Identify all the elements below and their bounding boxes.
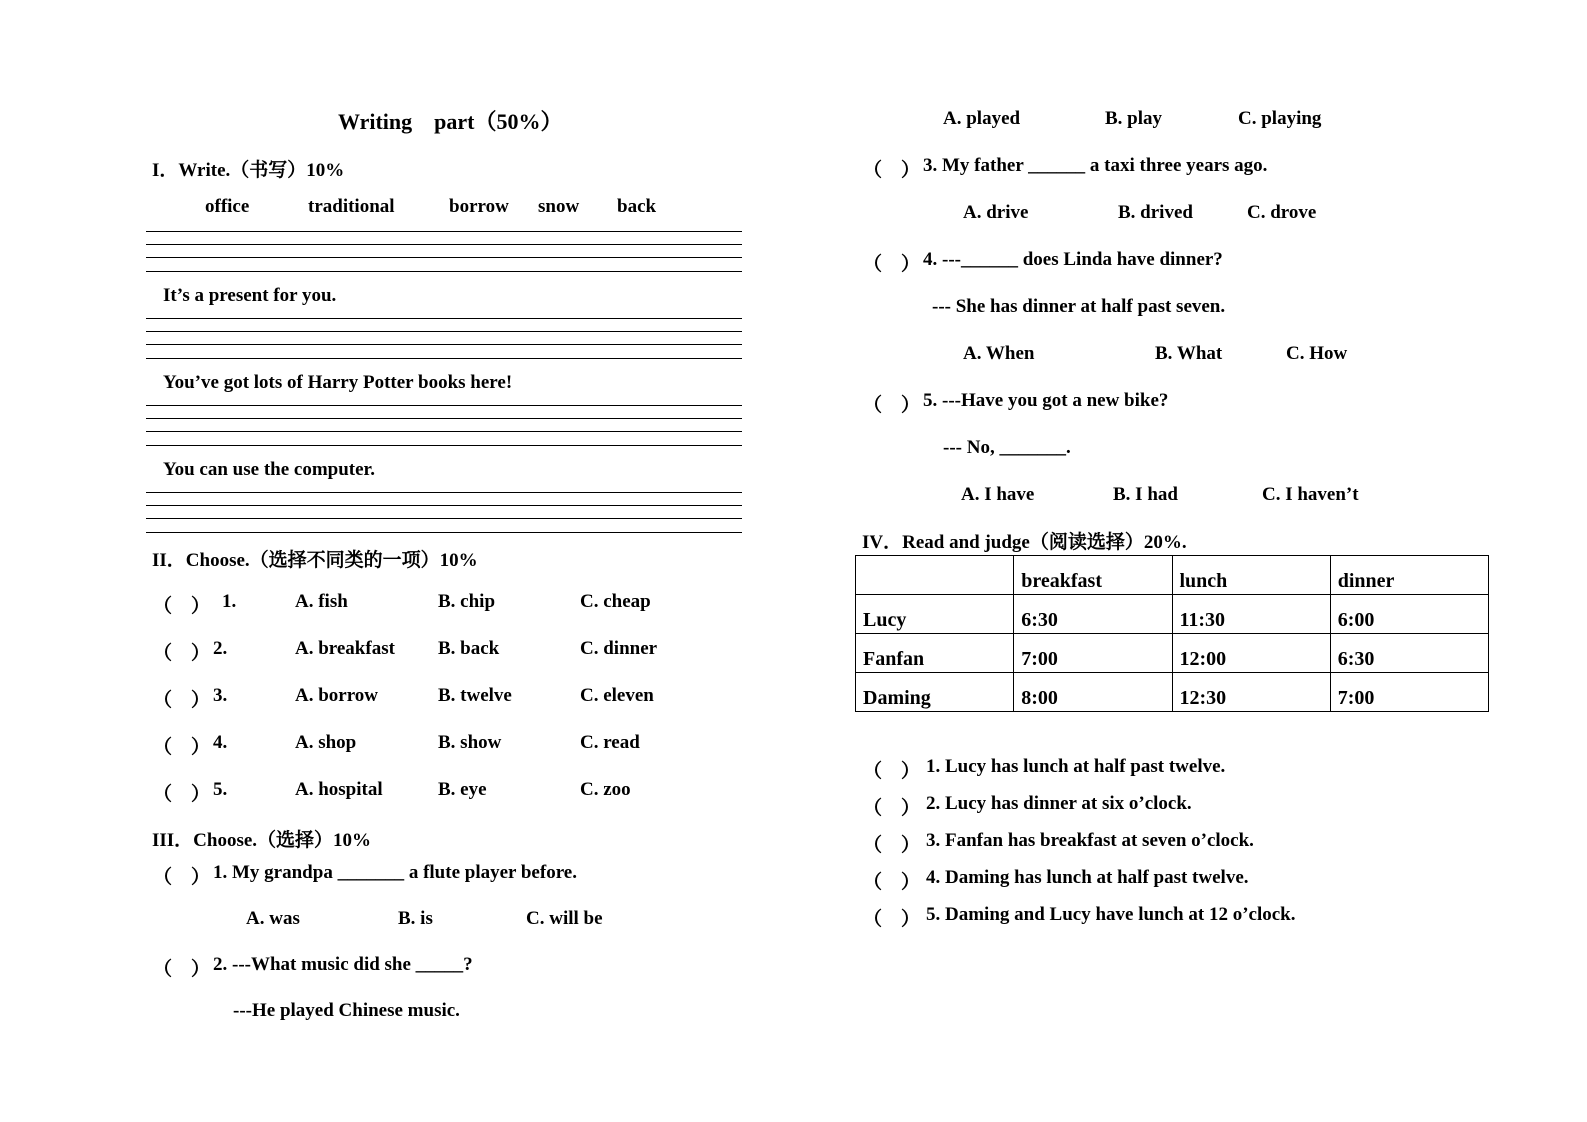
question-reply: ---He played Chinese music. bbox=[233, 1000, 460, 1021]
table-row bbox=[856, 595, 1489, 634]
writing-line[interactable] bbox=[146, 518, 742, 519]
writing-line[interactable] bbox=[146, 344, 742, 345]
table-cell: 12:00 bbox=[1172, 634, 1330, 673]
option-b: B. I had bbox=[1113, 484, 1178, 505]
table-cell: 6:30 bbox=[1014, 595, 1172, 634]
answer-blank[interactable]: （ ） bbox=[863, 872, 921, 893]
answer-blank[interactable]: （ ） bbox=[153, 643, 211, 664]
option-a: A. fish bbox=[295, 591, 348, 612]
table-cell: 6:00 bbox=[1330, 595, 1488, 634]
writing-line[interactable] bbox=[146, 492, 742, 493]
answer-blank[interactable]: （ ） bbox=[863, 798, 921, 819]
option-c: C. eleven bbox=[580, 685, 654, 706]
writing-line[interactable] bbox=[146, 505, 742, 506]
question-text: 4. ---______ does Linda have dinner? bbox=[923, 249, 1223, 270]
table-cell: 8:00 bbox=[1014, 673, 1172, 712]
answer-blank[interactable]: （ ） bbox=[153, 784, 211, 805]
option-b: B. drived bbox=[1118, 202, 1193, 223]
option-b: B. show bbox=[438, 732, 502, 753]
writing-line[interactable] bbox=[146, 418, 742, 419]
statement-text: 3. Fanfan has breakfast at seven o’clock. bbox=[926, 830, 1254, 851]
page-title: Writing part（50%） bbox=[338, 109, 563, 134]
writing-line[interactable] bbox=[146, 231, 742, 232]
table-cell: 7:00 bbox=[1330, 673, 1488, 712]
word-snow: snow bbox=[538, 196, 580, 217]
writing-line[interactable] bbox=[146, 405, 742, 406]
option-c: C. playing bbox=[1238, 108, 1322, 129]
option-a: A. When bbox=[963, 343, 1035, 364]
writing-line[interactable] bbox=[146, 318, 742, 319]
answer-blank[interactable]: （ ） bbox=[153, 867, 211, 888]
question-reply: --- She has dinner at half past seven. bbox=[932, 296, 1226, 317]
statement-text: 5. Daming and Lucy have lunch at 12 o’clock. bbox=[926, 904, 1296, 925]
option-b: B. play bbox=[1105, 108, 1163, 129]
meal-times-table bbox=[855, 555, 1489, 712]
table-cell: 6:30 bbox=[1330, 634, 1488, 673]
option-a: A. hospital bbox=[295, 779, 383, 800]
option-b: B. chip bbox=[438, 591, 496, 612]
question-number: 5. bbox=[213, 779, 228, 800]
table-cell: 7:00 bbox=[1014, 634, 1172, 673]
question-number: 3. bbox=[213, 685, 228, 706]
option-b: B. eye bbox=[438, 779, 487, 800]
option-c: C. will be bbox=[526, 908, 603, 929]
table-cell: Lucy bbox=[856, 595, 1014, 634]
answer-blank[interactable]: （ ） bbox=[153, 959, 211, 980]
option-a: A. played bbox=[943, 108, 1021, 129]
question-reply: --- No, _______. bbox=[943, 437, 1071, 458]
word-borrow: borrow bbox=[449, 196, 509, 217]
option-c: C. How bbox=[1286, 343, 1348, 364]
option-a: A. I have bbox=[961, 484, 1035, 505]
question-text: 1. My grandpa _______ a flute player before. bbox=[213, 862, 577, 883]
question-text: 2. ---What music did she _____? bbox=[213, 954, 473, 975]
writing-line[interactable] bbox=[146, 358, 742, 359]
table-header-cell: dinner bbox=[1330, 556, 1488, 595]
statement-text: 2. Lucy has dinner at six o’clock. bbox=[926, 793, 1192, 814]
writing-line[interactable] bbox=[146, 532, 742, 533]
sentence-1: It’s a present for you. bbox=[163, 285, 337, 306]
option-a: A. borrow bbox=[295, 685, 379, 706]
sentence-2: You’ve got lots of Harry Potter books here! bbox=[163, 372, 513, 393]
section-1-heading: I．Write.（书写）10% bbox=[152, 160, 345, 181]
statement-text: 1. Lucy has lunch at half past twelve. bbox=[926, 756, 1226, 777]
writing-line[interactable] bbox=[146, 244, 742, 245]
option-b: B. is bbox=[398, 908, 433, 929]
word-back: back bbox=[617, 196, 657, 217]
option-b: B. back bbox=[438, 638, 500, 659]
answer-blank[interactable]: （ ） bbox=[863, 395, 921, 416]
question-number: 2. bbox=[213, 638, 228, 659]
section-2-heading: II．Choose.（选择不同类的一项）10% bbox=[152, 550, 478, 571]
table-cell: 11:30 bbox=[1172, 595, 1330, 634]
table-cell: 12:30 bbox=[1172, 673, 1330, 712]
word-traditional: traditional bbox=[308, 196, 395, 217]
writing-line[interactable] bbox=[146, 445, 742, 446]
writing-line[interactable] bbox=[146, 257, 742, 258]
answer-blank[interactable]: （ ） bbox=[863, 909, 921, 930]
answer-blank[interactable]: （ ） bbox=[863, 254, 921, 275]
answer-blank[interactable]: （ ） bbox=[153, 596, 211, 617]
question-number: 4. bbox=[213, 732, 228, 753]
writing-line[interactable] bbox=[146, 331, 742, 332]
table-cell: Fanfan bbox=[856, 634, 1014, 673]
question-text: 5. ---Have you got a new bike? bbox=[923, 390, 1169, 411]
answer-blank[interactable]: （ ） bbox=[153, 737, 211, 758]
table-header-cell bbox=[856, 556, 1014, 595]
option-c: C. I haven’t bbox=[1262, 484, 1359, 505]
option-c: C. cheap bbox=[580, 591, 651, 612]
table-header-cell: lunch bbox=[1172, 556, 1330, 595]
writing-line[interactable] bbox=[146, 431, 742, 432]
option-a: A. shop bbox=[295, 732, 357, 753]
answer-blank[interactable]: （ ） bbox=[863, 761, 921, 782]
question-text: 3. My father ______ a taxi three years ago. bbox=[923, 155, 1268, 176]
answer-blank[interactable]: （ ） bbox=[863, 835, 921, 856]
table-cell: Daming bbox=[856, 673, 1014, 712]
table-header-row bbox=[856, 556, 1489, 595]
writing-line[interactable] bbox=[146, 271, 742, 272]
answer-blank[interactable]: （ ） bbox=[863, 160, 921, 181]
section-4-heading: IV．Read and judge（阅读选择）20%. bbox=[862, 532, 1187, 553]
option-c: C. drove bbox=[1247, 202, 1317, 223]
sentence-3: You can use the computer. bbox=[163, 459, 375, 480]
option-a: A. was bbox=[246, 908, 300, 929]
option-c: C. zoo bbox=[580, 779, 631, 800]
word-office: office bbox=[205, 196, 250, 217]
option-b: B. What bbox=[1155, 343, 1223, 364]
option-b: B. twelve bbox=[438, 685, 512, 706]
section-3-heading: III．Choose.（选择）10% bbox=[152, 830, 372, 851]
question-number: 1. bbox=[222, 591, 237, 612]
statement-text: 4. Daming has lunch at half past twelve. bbox=[926, 867, 1249, 888]
option-c: C. dinner bbox=[580, 638, 658, 659]
option-a: A. drive bbox=[963, 202, 1029, 223]
answer-blank[interactable]: （ ） bbox=[153, 690, 211, 711]
option-a: A. breakfast bbox=[295, 638, 395, 659]
option-c: C. read bbox=[580, 732, 640, 753]
table-header-cell: breakfast bbox=[1014, 556, 1172, 595]
table-row bbox=[856, 673, 1489, 712]
table-row bbox=[856, 634, 1489, 673]
